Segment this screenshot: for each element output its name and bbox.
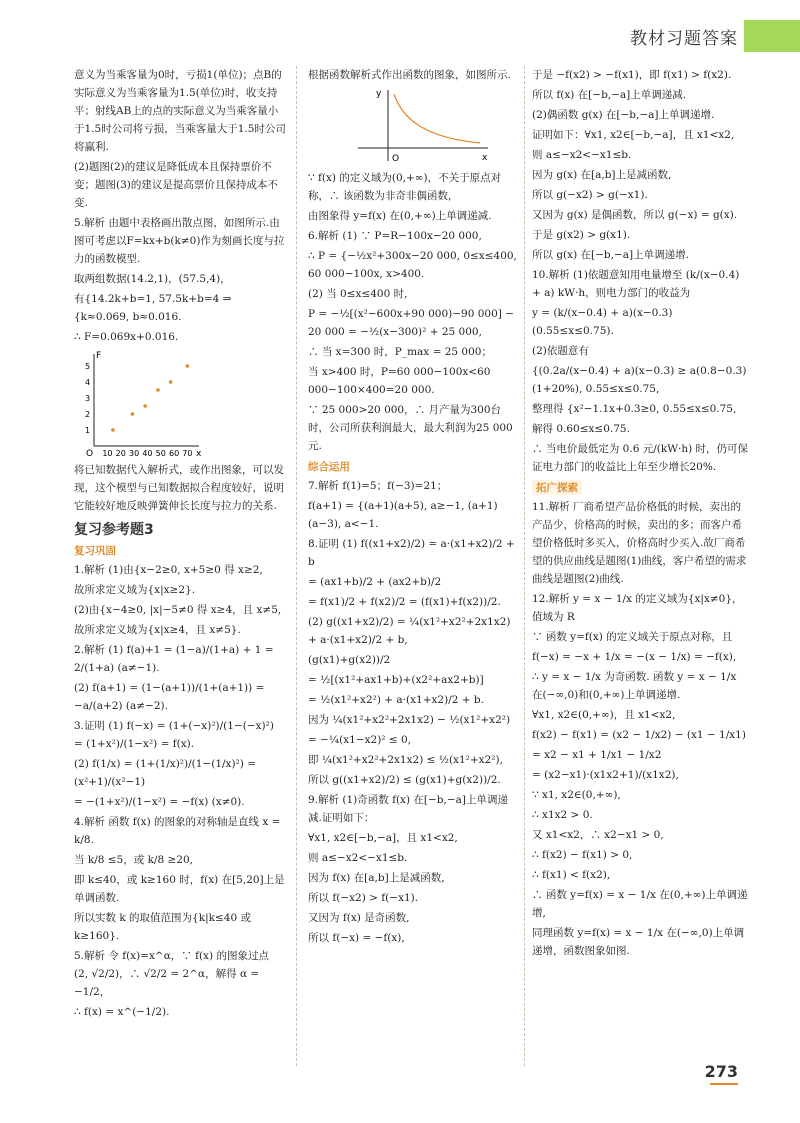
paragraph: 4.解析 函数 f(x) 的图象的对称轴是直线 x = k/8. [74,816,281,846]
paragraph: y = (k/(x−0.4) + a)(x−0.3) (0.55≤x≤0.75). [532,307,673,337]
paragraph: (2)由{x−4≥0, |x|−5≠0 得 x≥4，且 x≠5, [74,604,282,616]
paragraph: (2) g((x1+x2)/2) = ¼(x1²+x2²+2x1x2) + a·(x1+x2)/2 + b, [308,616,511,646]
x-tick-label: 70 [182,449,193,458]
subsection-title: 综合运用 [308,461,350,473]
y-tick-label: 3 [85,394,91,403]
paragraph: 所以 f(x) 在[−b,−a]上单调递减. [532,89,687,101]
paragraph: 当 x>400 时，P=60 000−100x<60 000−100×400=20 000. [308,366,491,396]
column-divider [524,66,525,1066]
paragraph: 于是 −f(x2) > −f(x1)，即 f(x1) > f(x2). [532,69,732,81]
paragraph: f(−x) = −x + 1/x = −(x − 1/x) = −f(x), [532,651,737,663]
paragraph: ∴ P = {−½x²+300x−20 000, 0≤x≤400, 60 000−100x, x>400. [308,250,517,280]
paragraph: ∵ 函数 y=f(x) 的定义域关于原点对称，且 [532,631,733,643]
paragraph: ∴ x1x2 > 0. [532,809,593,821]
x-tick-label: 30 [129,449,140,458]
paragraph: ∴ 当电价最低定为 0.6 元/(kW·h) 时，仍可保证电力部门的收益比上年至少增长20%. [532,443,749,473]
paragraph: ∴ f(x1) < f(x2), [532,869,611,881]
subsection-title: 复习巩固 [74,545,116,557]
paragraph: 即 k≤40，或 k≥160 时，f(x) 在[5,20]上是单调函数. [74,874,285,904]
paragraph: 5.解析 令 f(x)=x^α，∵ f(x) 的图象过点 (2, √2/2)，∴ √2/2 = 2^α，解得 α = −1/2， [74,950,269,998]
paragraph: 所以 g(x) 在[−b,−a]上单调递增. [532,249,689,261]
paragraph: 有{14.2k+b=1, 57.5k+b=4 ⇒ {k≈0.069, b≈0.016. [74,293,232,323]
y-tick-label: 5 [85,362,91,371]
paragraph: (g(x1)+g(x2))/2 [308,654,391,666]
header-title: 教材习题答案 [630,29,738,49]
data-point [143,404,147,408]
column-2 [308,66,520,949]
y-tick-label: 1 [85,426,91,435]
paragraph: P = −½[(x²−600x+90 000)−90 000] − 20 000 = −½(x−300)² + 25 000, [308,308,515,338]
paragraph: 2.解析 (1) f(a)+1 = (1−a)/(1+a) + 1 = 2/(1+a) (a≠−1). [74,644,274,674]
paragraph: 于是 g(x2) > g(x1). [532,229,631,241]
paragraph: (2)偶函数 g(x) 在[−b,−a]上单调递增. [532,109,715,121]
paragraph: = −(1+x²)/(1−x²) = −f(x) (x≠0). [74,796,245,808]
y-axis-label: y [376,89,382,99]
paragraph: {(0.2a/(x−0.4) + a)(x−0.3) ≥ a(0.8−0.3)(1+20%), 0.55≤x≤0.75, [532,365,747,395]
paragraph: 故所求定义域为{x|x≥2}. [74,584,196,596]
paragraph: 又因为 g(x) 是偶函数，所以 g(−x) = g(x). [532,209,738,221]
paragraph: 因为 f(x) 在[a,b]上是减函数, [308,872,445,884]
paragraph: (2)依题意有 [532,345,589,357]
paragraph: 根据函数解析式作出函数的图象，如图所示. [308,69,511,81]
paragraph: = (ax1+b)/2 + (ax2+b)/2 [308,576,442,588]
paragraph: ∀x1, x2∈(0,+∞)，且 x1<x2, [532,709,676,721]
origin-label: O [392,154,400,164]
page-number: 273 [704,1062,738,1081]
paragraph: 12.解析 y = x − 1/x 的定义域为{x|x≠0}，值域为 R [532,593,743,623]
data-point [111,428,115,432]
paragraph: 7.解析 f(1)=5；f(−3)=21； [308,480,448,492]
paragraph: 又因为 f(x) 是奇函数, [308,912,410,924]
paragraph: ∴ 当 x=300 时，P_max = 25 000； [308,346,492,358]
column-3 [532,66,750,962]
paragraph: (2) 当 0≤x≤400 时, [308,288,408,300]
paragraph: 故所求定义域为{x|x≥4，且 x≠5}. [74,624,241,636]
x-axis-label: x [196,449,202,458]
paragraph: 意义为当乘客量为0时，亏损1(单位)；点B的实际意义为当乘客量为1.5(单位)时，收支持平；射线AB上的点的实际意义为当乘客量小于1.5时公司将亏损，当乘客量大于1.5时公司将赢利. [74,69,286,153]
paragraph: 则 a≤−x2<−x1≤b. [532,149,632,161]
paragraph: = ½[(x1²+ax1+b)+(x2²+ax2+b)] [308,674,484,686]
paragraph: 又 x1<x2，∴ x2−x1 > 0, [532,829,664,841]
x-tick-label: 60 [169,449,180,458]
paragraph: 8.证明 (1) f((x1+x2)/2) = a·(x1+x2)/2 + b [308,538,515,568]
paragraph: 同理函数 y=f(x) = x − 1/x 在(−∞,0)上单调递增，函数图象如图. [532,927,745,957]
paragraph: 所以 f(−x) = −f(x), [308,932,405,944]
paragraph: f(x2) − f(x1) = (x2 − 1/x2) − (x1 − 1/x1) [532,729,746,741]
column-divider [296,66,297,1066]
paragraph: ∴ y = x − 1/x 为奇函数. 函数 y = x − 1/x 在(−∞,0)和(0,+∞)上单调递增. [532,671,737,701]
paragraph: ∴ f(x2) − f(x1) > 0, [532,849,633,861]
scatter-plot [74,348,204,458]
paragraph: = (x2−x1)·(x1x2+1)/(x1x2), [532,769,679,781]
x-axis-label: x [482,153,488,163]
y-axis-label: F [96,351,102,361]
paragraph: f(a+1) = {(a+1)(a+5), a≥−1, (a+1)(a−3), a<−1. [308,500,498,530]
paragraph: 因为 g(x) 在[a,b]上是减函数, [532,169,672,181]
data-point [186,364,190,368]
y-tick-label: 4 [85,378,91,387]
paragraph: (2) f(1/x) = (1+(1/x)²)/(1−(1/x)²) = (x²+1)/(x²−1) [74,758,257,788]
paragraph: 所以 f(−x2) > f(−x1). [308,892,419,904]
paragraph: 由图象得 y=f(x) 在(0,+∞)上单调递减. [308,210,492,222]
paragraph: 证明如下：∀x1, x2∈[−b,−a]，且 x1<x2, [532,129,735,141]
paragraph: ∀x1, x2∈[−b,−a]，且 x1<x2, [308,832,458,844]
paragraph: 9.解析 (1)奇函数 f(x) 在[−b,−a]上单调递减.证明如下： [308,794,509,824]
x-tick-label: 50 [155,449,166,458]
paragraph: = ½(x1²+x2²) + a·(x1+x2)/2 + b. [308,694,484,706]
paragraph: 11.解析 厂商希望产品价格低的时候，卖出的产品少，价格高的时候，卖出的多；而客户希望价格低时多买入，价格高时少买入.故厂商希望的供应曲线是题图(1)曲线，客户希望的需求曲线是题图(2)曲线. [532,501,747,585]
paragraph: ∵ 25 000>20 000，∴ 月产量为300台时，公司所获利润最大，最大利润为25 000元. [308,404,513,452]
paragraph: 取两组数据(14.2,1)，(57.5,4)， [74,273,231,285]
page-number-underline [710,1083,738,1085]
paragraph: (2)题图(2)的建议是降低成本且保持票价不变；题图(3)的建议是提高票价且保持成本不变. [74,161,278,209]
paragraph: (2) f(a+1) = (1−(a+1))/(1+(a+1)) = −a/(a+2) (a≠−2). [74,682,265,712]
x-tick-label: 10 [102,449,113,458]
data-point [131,412,135,416]
paragraph: ∴ F=0.069x+0.016. [74,331,179,343]
paragraph: 1.解析 (1)由{x−2≥0, x+5≥0 得 x≥2, [74,564,263,576]
x-tick-label: 20 [115,449,126,458]
paragraph: 整理得 {x²−1.1x+0.3≥0, 0.55≤x≤0.75, [532,403,737,415]
paragraph: = x2 − x1 + 1/x1 − 1/x2 [532,749,662,761]
data-point [169,380,173,384]
subsection-title [532,480,750,495]
paragraph: 3.证明 (1) f(−x) = (1+(−x)²)/(1−(−x)²) = (1+x²)/(1−x²) = f(x). [74,720,274,750]
paragraph: 当 k/8 ≤5，或 k/8 ≥20, [74,854,193,866]
paragraph: 即 ¼(x1²+x2²+2x1x2) ≤ ½(x1²+x2²), [308,754,503,766]
paragraph: = f(x1)/2 + f(x2)/2 = (f(x1)+f(x2))/2. [308,596,501,608]
origin-label: O [86,449,94,458]
paragraph: ∴ f(x) = x^(−1/2). [74,1006,170,1018]
section-title: 复习参考题3 [74,522,154,538]
paragraph: 所以 g((x1+x2)/2) ≤ (g(x1)+g(x2))/2. [308,774,501,786]
paragraph: 5.解析 由题中表格画出散点图，如图所示.由图可考虑以F=kx+b(k≠0)作为刻画长度与拉力的函数模型. [74,217,285,265]
explore-label: 拓广探索 [532,480,582,495]
paragraph: = −¼(x1−x2)² ≤ 0, [308,734,412,746]
curve-plot [348,86,498,166]
y-tick-label: 2 [85,410,91,419]
paragraph: 10.解析 (1)依题意知用电量增至 (k/(x−0.4) + a) kW·h，则电力部门的收益为 [532,269,740,299]
paragraph: 则 a≤−x2<−x1≤b. [308,852,408,864]
paragraph: ∵ f(x) 的定义域为(0,+∞)，不关于原点对称，∴ 该函数为非奇非偶函数， [308,172,502,202]
data-point [156,388,160,392]
header-accent-bar [744,20,800,52]
paragraph: 因为 ¼(x1²+x2²+2x1x2) − ½(x1²+x2²) [308,714,511,726]
page-header [620,20,800,52]
paragraph: 将已知数据代入解析式，或作出图象，可以发现，这个模型与已知数据拟合程度较好，说明它能较好地反映弹簧伸长长度与拉力的关系. [74,464,284,512]
paragraph: 所以实数 k 的取值范围为{k|k≤40 或 k≥160}. [74,912,251,942]
paragraph: ∴ 函数 y=f(x) = x − 1/x 在(0,+∞)上单调递增, [532,889,748,919]
x-tick-label: 40 [142,449,153,458]
paragraph: 解得 0.60≤x≤0.75. [532,423,630,435]
paragraph: 所以 g(−x2) > g(−x1). [532,189,648,201]
paragraph: 6.解析 (1) ∵ P=R−100x−20 000, [308,230,482,242]
column-1 [74,66,286,1023]
paragraph: ∵ x1, x2∈(0,+∞), [532,789,621,801]
